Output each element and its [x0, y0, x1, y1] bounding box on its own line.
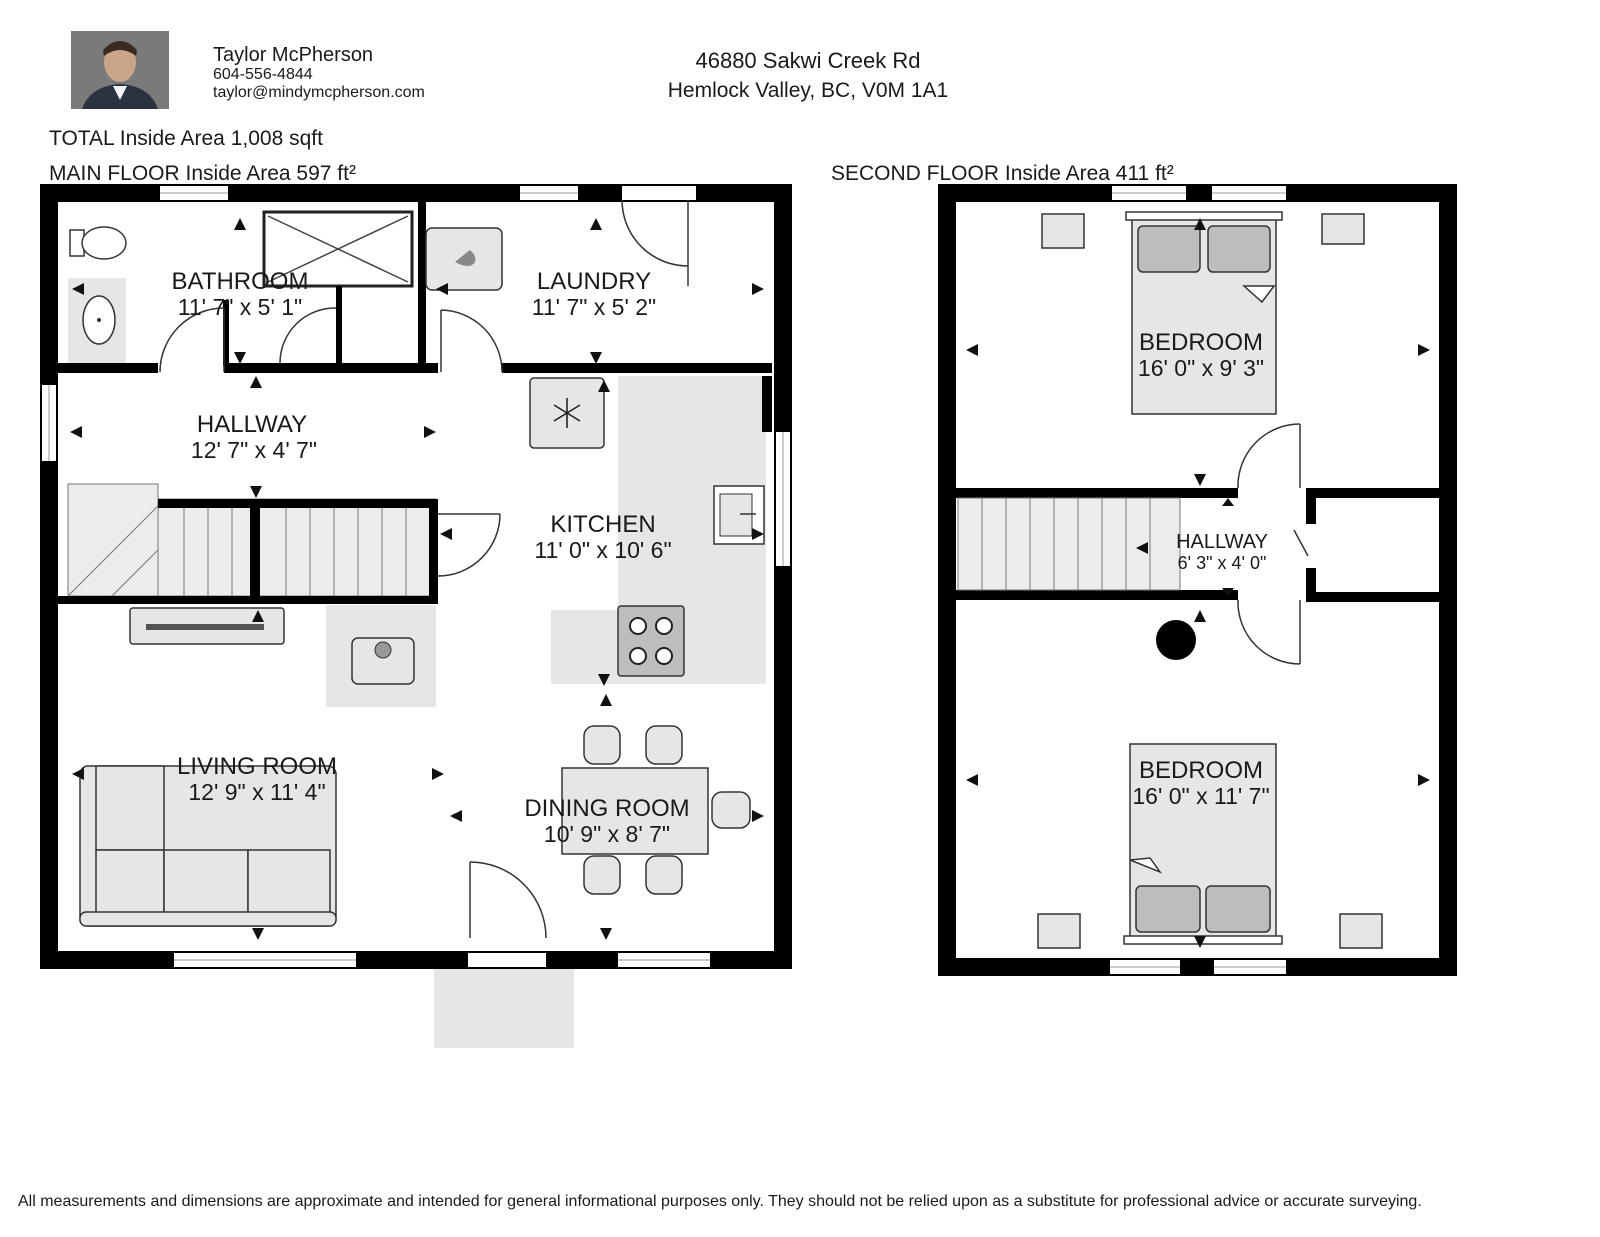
laundry-label: LAUNDRY [536, 268, 652, 295]
property-street: 46880 Sakwi Creek Rd [695, 48, 921, 73]
hallway-main-dims: 12' 7" x 4' 7" [190, 437, 318, 463]
laundry-dims: 11' 7" x 5' 2" [531, 294, 657, 320]
living-room-label: LIVING ROOM [176, 753, 338, 780]
bed-upper [1126, 212, 1282, 414]
agent-name: Taylor McPherson [213, 44, 374, 66]
bedroom-upper-dims: 16' 0" x 9' 3" [1137, 355, 1265, 381]
second-floor-plan [947, 186, 1448, 974]
dining-room-label: DINING ROOM [524, 795, 690, 822]
disclaimer: All measurements and dimensions are approximate and intended for general informational purposes only. They should not be relied upon as a substitute for professional advice or accurate surveying. [18, 1193, 1422, 1210]
kitchen-dims: 11' 0" x 10' 6" [534, 537, 672, 563]
toilet-icon [70, 227, 126, 259]
agent-phone: 604-556-4844 [213, 66, 313, 83]
bedroom-upper-label: BEDROOM [1138, 329, 1264, 356]
cooktop-icon [618, 606, 684, 676]
island-sink-icon [352, 638, 414, 684]
property-locality: Hemlock Valley, BC, V0M 1A1 [667, 79, 949, 102]
kitchen-label: KITCHEN [550, 511, 656, 538]
main-floor-plan [42, 186, 790, 1048]
total-area: TOTAL Inside Area 1,008 sqft [49, 127, 323, 150]
sink-icon [83, 296, 115, 344]
agent-headshot [71, 31, 169, 109]
hallway-second-label: HALLWAY [1176, 531, 1268, 553]
dining-room-dims: 10' 9" x 8' 7" [543, 821, 671, 847]
wood-stove [1156, 620, 1196, 660]
living-room-dims: 12' 9" x 11' 4" [188, 779, 326, 805]
bathroom-label: BATHROOM [171, 268, 309, 295]
entry-step [434, 960, 574, 1048]
main-floor-area: MAIN FLOOR Inside Area 597 ft² [49, 162, 356, 185]
snowflake-icon [530, 378, 604, 448]
hallway-second-dims: 6' 3" x 4' 0" [1177, 553, 1267, 573]
hallway-main-label: HALLWAY [196, 411, 308, 438]
bedroom-lower-dims: 16' 0" x 11' 7" [1132, 783, 1270, 809]
washer-icon [426, 228, 502, 290]
agent-email: taylor@mindymcpherson.com [213, 84, 425, 101]
bedroom-lower-label: BEDROOM [1138, 757, 1264, 784]
bathroom-dims: 11' 7" x 5' 1" [177, 294, 303, 320]
tv-console [130, 608, 284, 644]
second-floor-area: SECOND FLOOR Inside Area 411 ft² [831, 162, 1174, 185]
